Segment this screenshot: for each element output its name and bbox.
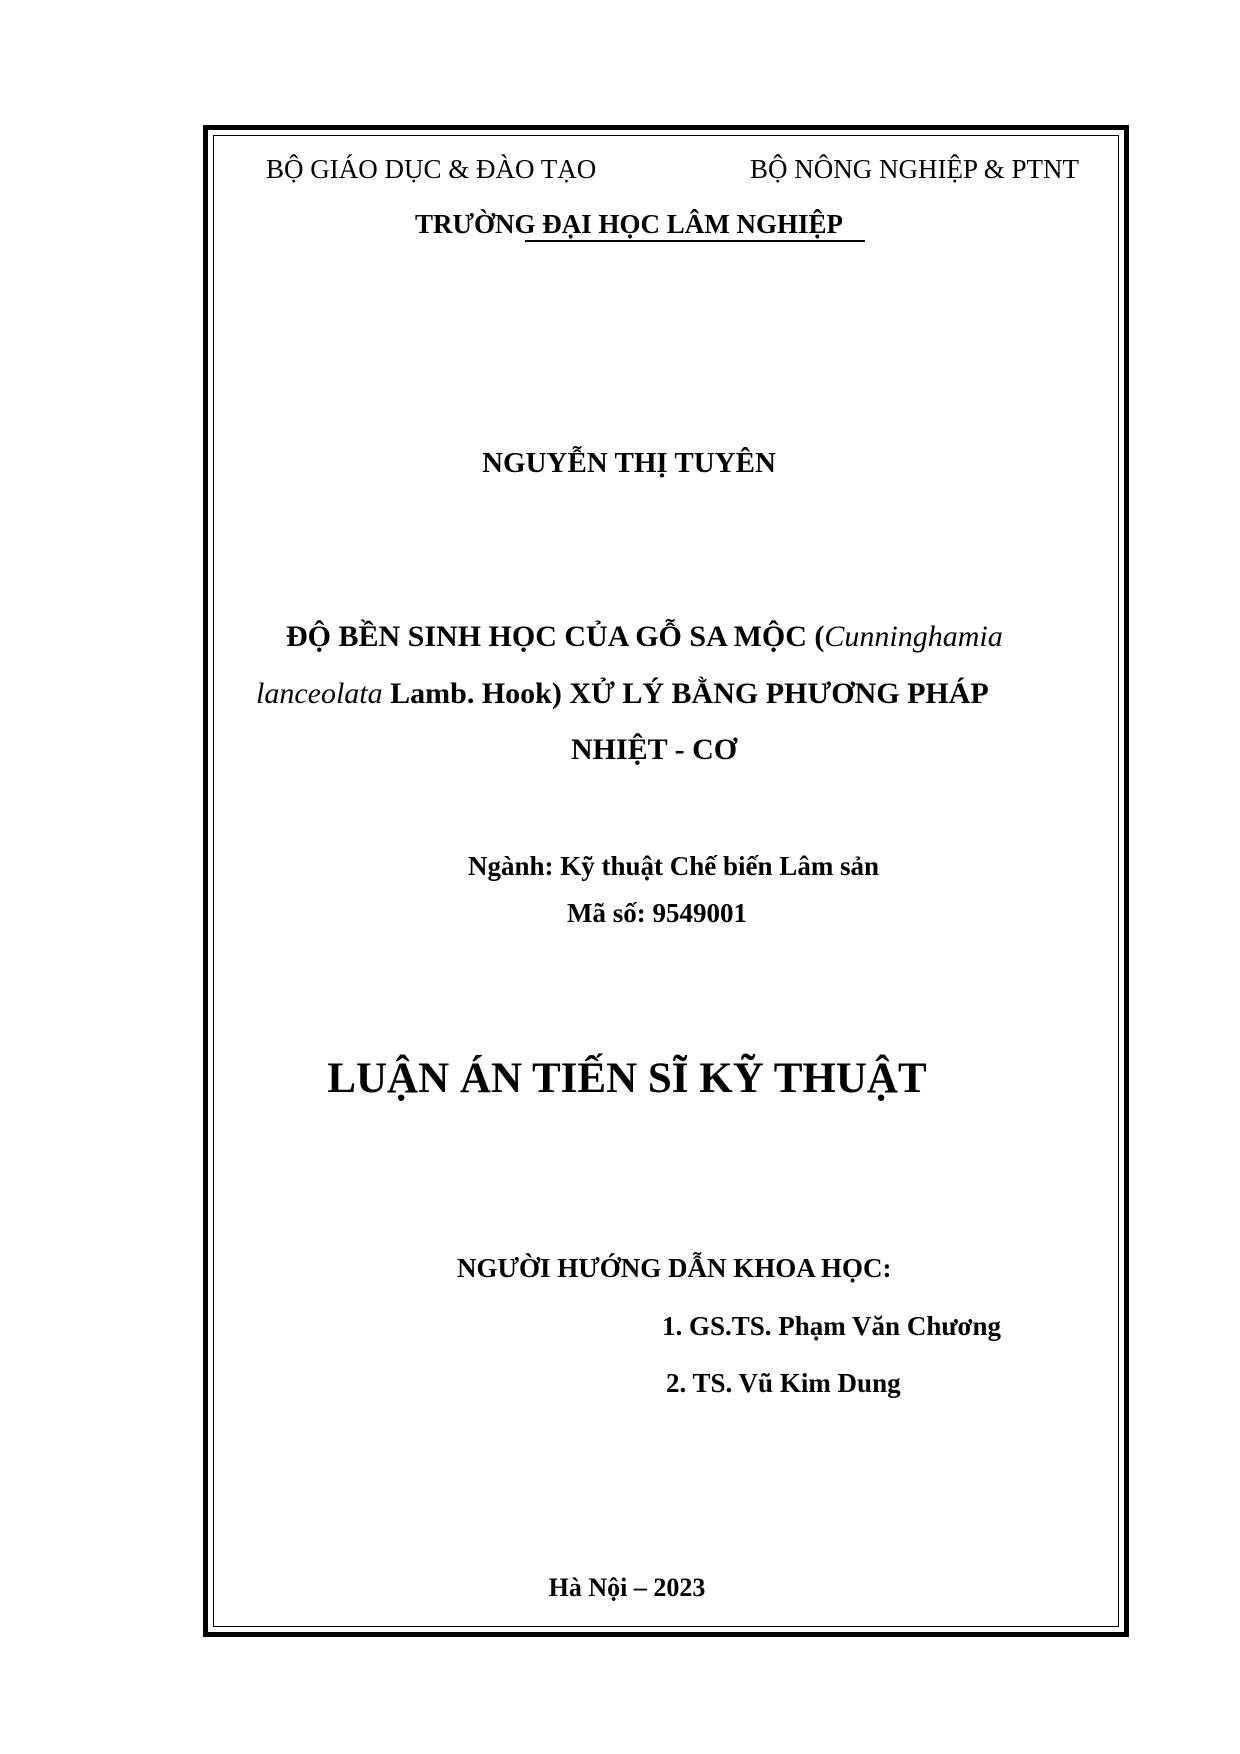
- major-code: Mã số: 9549001: [567, 898, 747, 928]
- thesis-title-line-1: [286, 622, 1003, 652]
- inner-page-border: [213, 135, 1119, 1627]
- thesis-title-italic-1: Cunninghamia: [824, 620, 1003, 653]
- advisor-1: 1. GS.TS. Phạm Văn Chương: [662, 1311, 1002, 1341]
- major-field: Ngành: Kỹ thuật Chế biến Lâm sản: [468, 851, 880, 881]
- thesis-title-text-2: Lamb. Hook) XỬ LÝ BẰNG PHƯƠNG PHÁP: [382, 677, 989, 710]
- thesis-title-line-2: [256, 679, 989, 709]
- advisors-heading: NGƯỜI HƯỚNG DẪN KHOA HỌC:: [457, 1253, 892, 1283]
- advisor-2: 2. TS. Vũ Kim Dung: [666, 1368, 901, 1398]
- thesis-title-italic-2: lanceolata: [256, 677, 383, 710]
- university-name: TRƯỜNG ĐẠI HỌC LÂM NGHIỆP: [414, 209, 843, 239]
- ministry-education: BỘ GIÁO DỤC & ĐÀO TẠO: [266, 154, 597, 184]
- author-name: NGUYỄN THỊ TUYÊN: [482, 447, 776, 479]
- ministry-agriculture: BỘ NÔNG NGHIỆP & PTNT: [750, 154, 1079, 184]
- thesis-title-line-3: NHIỆT - CƠ: [571, 733, 738, 766]
- place-and-year: Hà Nội – 2023: [548, 1573, 706, 1602]
- thesis-title-text-1: ĐỘ BỀN SINH HỌC CỦA GỖ SA MỘC (: [286, 620, 825, 653]
- university-underline: [525, 240, 865, 242]
- degree-title: LUẬN ÁN TIẾN SĨ KỸ THUẬT: [327, 1055, 927, 1102]
